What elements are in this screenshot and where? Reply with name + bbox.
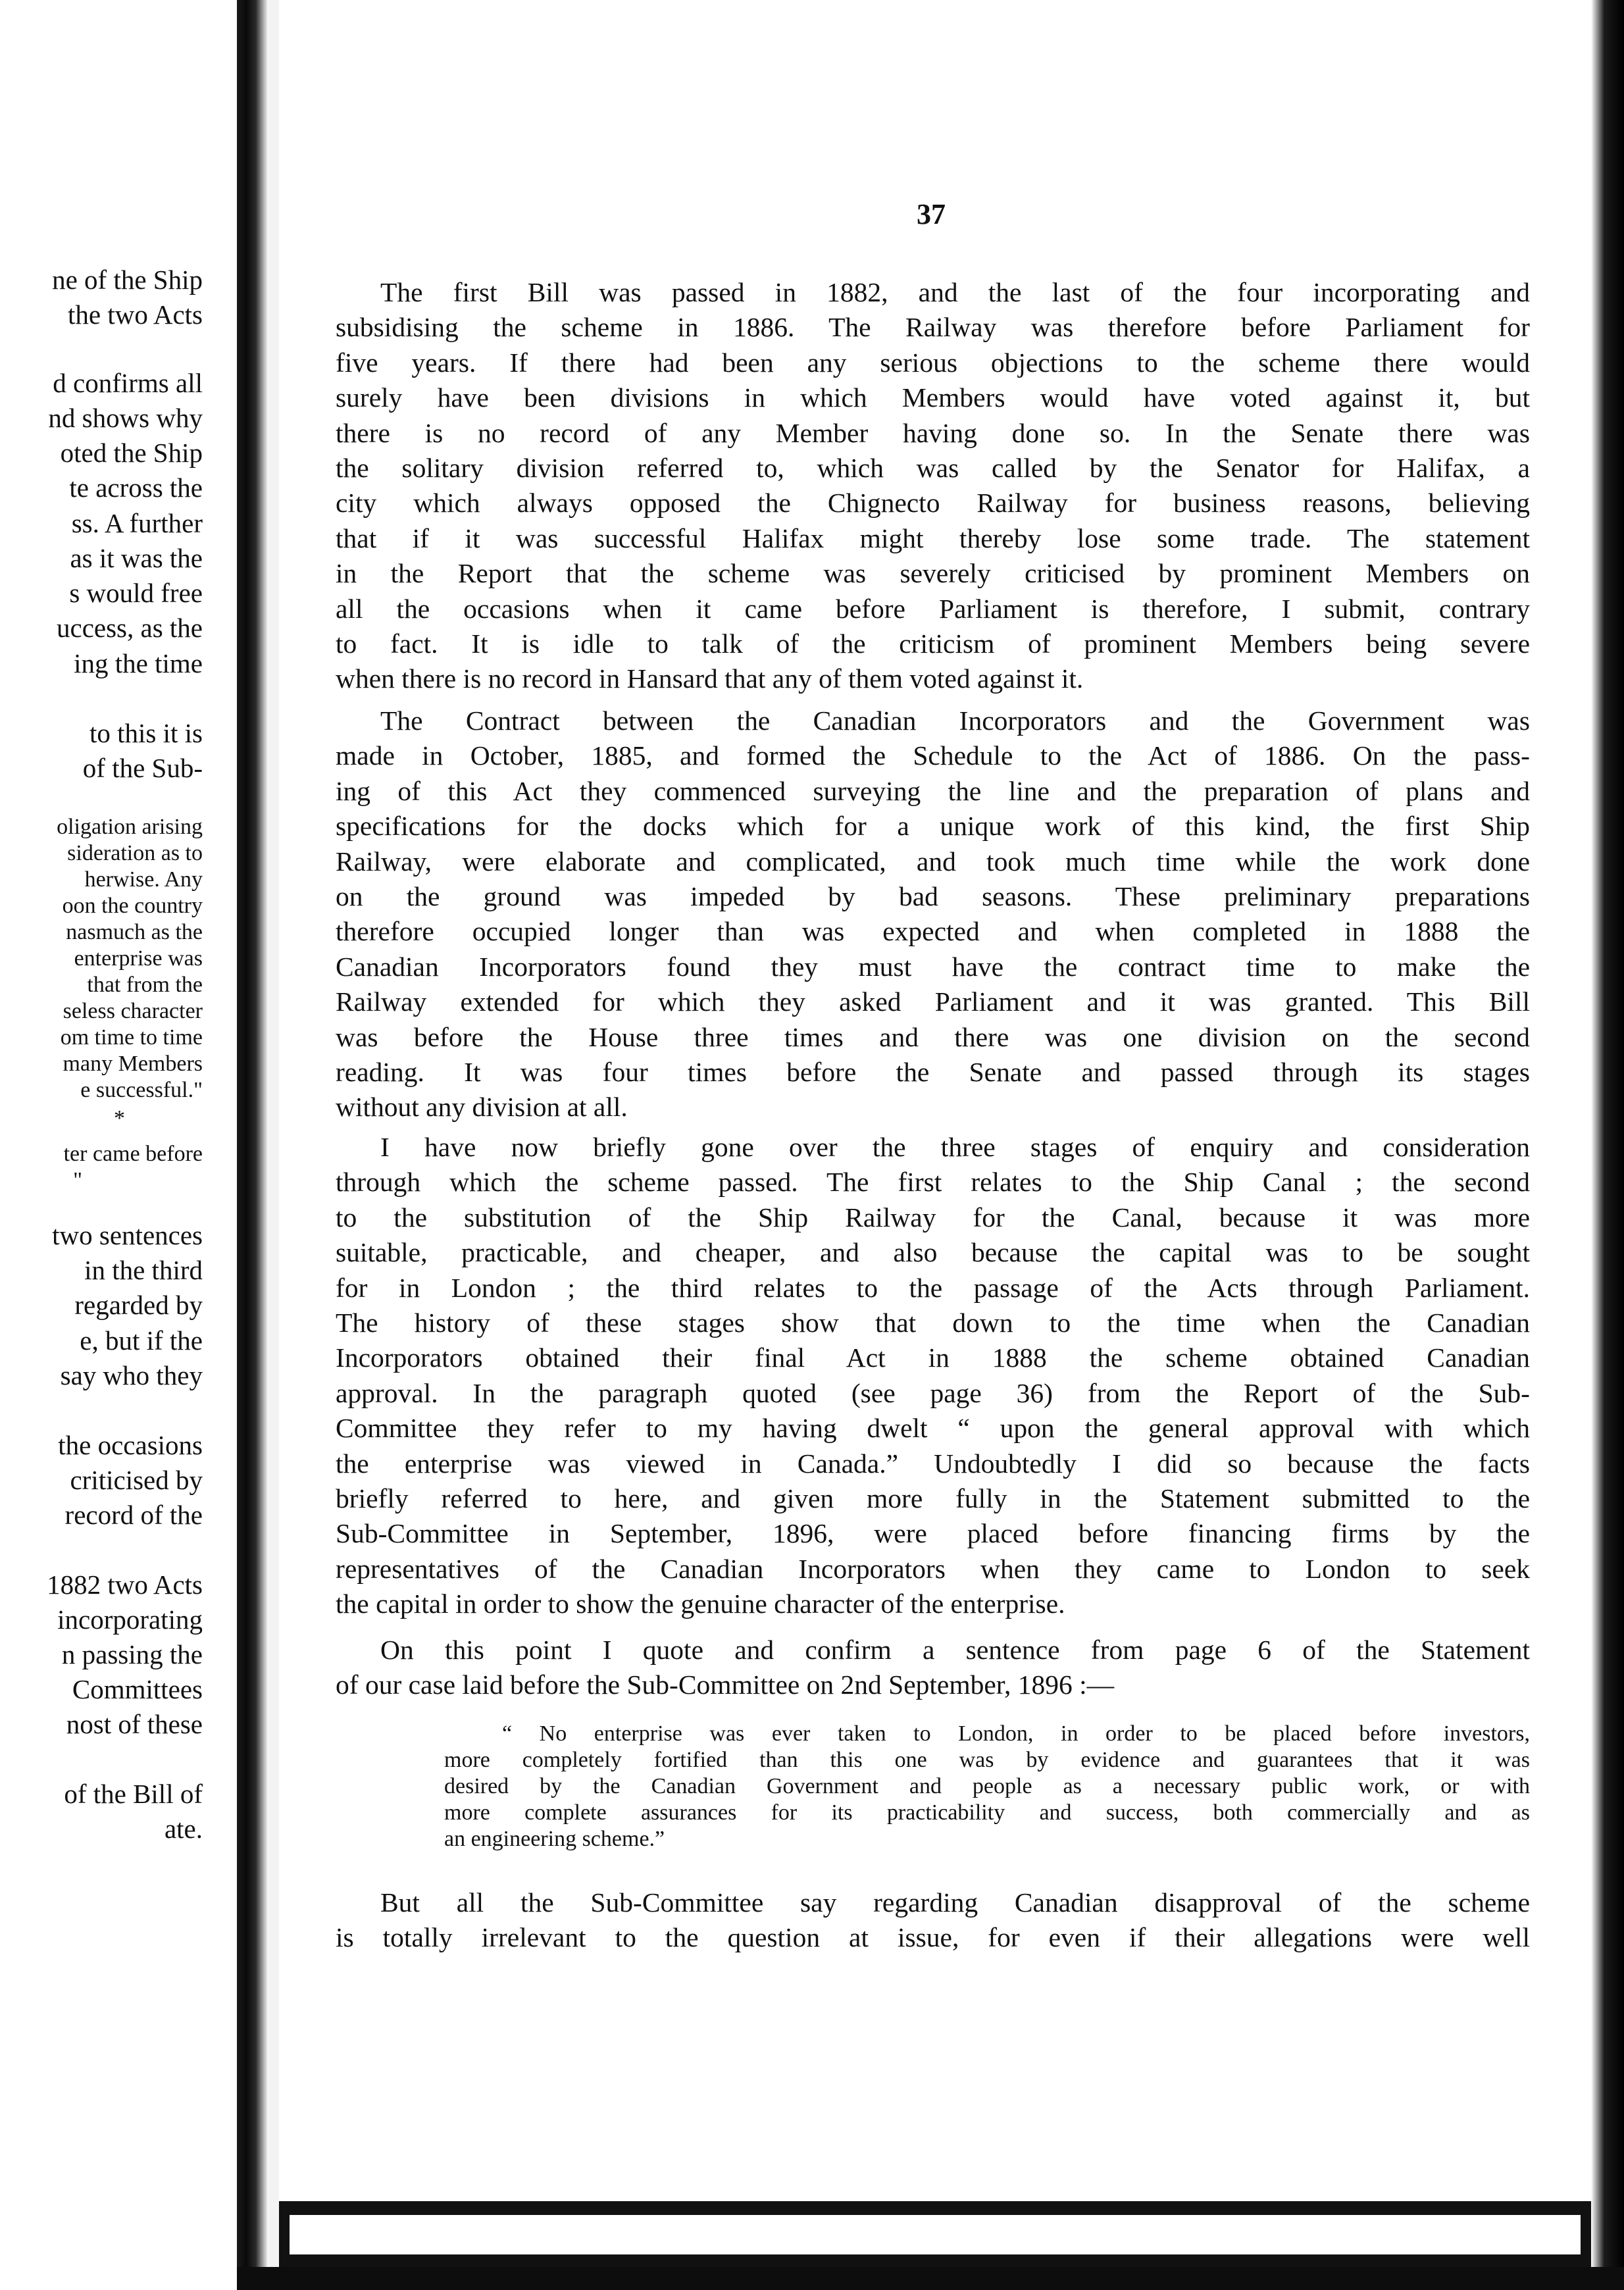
left-page-line: nasmuch as the <box>66 920 203 944</box>
left-page-line: say who they <box>60 1360 203 1390</box>
text-line: for in London ; the third relates to the passage of the Acts through Parliament. <box>336 1272 1530 1303</box>
left-page-line: herwise. Any <box>84 867 203 892</box>
text-line: therefore occupied longer than was expected and when completed in 1888 the <box>336 916 1530 947</box>
text-line: subsidising the scheme in 1886. The Railway was therefore before Parliament for <box>336 312 1530 343</box>
text-line: when there is no record in Hansard that any of them voted against it. <box>336 663 1084 694</box>
text-line: representatives of the Canadian Incorporators when they came to London to seek <box>336 1553 1530 1584</box>
left-page-line: record of the <box>64 1500 203 1530</box>
left-page-line: many Members <box>63 1052 203 1076</box>
left-page-line: two sentences <box>52 1220 203 1250</box>
text-line: there is no record of any Member having done so. In the Senate there was <box>336 417 1530 448</box>
text-line: Incorporators obtained their final Act in 1888 the scheme obtained Canadian <box>336 1342 1530 1373</box>
left-page-line: ing the time <box>74 648 203 678</box>
left-page-line: ter came before <box>63 1142 203 1166</box>
text-line: was before the House three times and there was one division on the second <box>336 1021 1530 1052</box>
paragraph-2 <box>336 703 1530 1125</box>
left-page-line: s would free <box>69 578 203 608</box>
text-line: The Contract between the Canadian Incorporators and the Government was <box>380 705 1530 736</box>
text-line: in the Report that the scheme was severely criticised by prominent Members on <box>336 558 1530 589</box>
left-page-line: Committees <box>72 1674 203 1704</box>
left-page-line: sideration as to <box>67 841 203 865</box>
text-line: through which the scheme passed. The first relates to the Ship Canal ; the second <box>336 1167 1530 1198</box>
left-page-line: of the Sub- <box>82 753 203 783</box>
left-page-line: ate. <box>164 1814 203 1844</box>
left-page-line: ss. A further <box>71 508 203 538</box>
text-line: the solitary division referred to, which was called by the Senator for Halifax, a <box>336 452 1530 483</box>
quote-line: more completely fortified than this one was by evidence and guarantees that it was <box>444 1748 1530 1772</box>
text-line: Sub-Committee in September, 1896, were placed before financing firms by the <box>336 1518 1530 1549</box>
left-page-line: oligation arising <box>57 815 203 839</box>
gutter-shadow <box>268 0 279 2290</box>
left-page-line: to this it is <box>89 718 203 748</box>
left-page-line: that from the <box>87 973 203 997</box>
left-page-fragment <box>0 0 237 2290</box>
left-page-line: * <box>114 1106 125 1131</box>
left-page-line: te across the <box>69 472 203 503</box>
text-line: Committee they refer to my having dwelt “ upon the general approval with which <box>336 1413 1530 1444</box>
paragraph-4 <box>336 1633 1530 1703</box>
text-line: to fact. It is idle to talk of the criticism of prominent Members being severe <box>336 628 1530 659</box>
left-page-line: seless character <box>63 999 203 1023</box>
left-page-line: n passing the <box>61 1639 203 1669</box>
text-line: the enterprise was viewed in Canada.” Undoubtedly I did so because the facts <box>336 1448 1530 1479</box>
text-line: I have now briefly gone over the three stages of enquiry and consideration <box>380 1132 1530 1162</box>
left-page-line: enterprise was <box>74 946 203 971</box>
quote-line: an engineering scheme.” <box>444 1827 665 1851</box>
left-page-line: nost of these <box>66 1709 203 1739</box>
text-line: specifications for the docks which for a unique work of this kind, the first Ship <box>336 811 1530 842</box>
left-page-line: regarded by <box>74 1290 203 1320</box>
left-page-line: oon the country <box>62 894 203 918</box>
text-line: Canadian Incorporators found they must have the contract time to make the <box>336 951 1530 982</box>
left-page-line: criticised by <box>70 1465 203 1495</box>
bottom-scan-gap <box>290 2215 1581 2254</box>
text-line: the capital in order to show the genuine character of the enterprise. <box>336 1589 1065 1619</box>
paragraph-3 <box>336 1130 1530 1621</box>
left-page-line: nd shows why <box>48 403 203 433</box>
left-page-line: uccess, as the <box>57 613 203 643</box>
text-line: that if it was successful Halifax might thereby lose some trade. The statement <box>336 522 1530 553</box>
left-page-line: d confirms all <box>53 368 203 398</box>
left-page-line: as it was the <box>70 543 203 573</box>
text-line: all the occasions when it came before Parliament is therefore, I submit, contrary <box>336 593 1530 624</box>
page-edge <box>1591 0 1624 2290</box>
book-gutter <box>237 0 268 2290</box>
text-line: approval. In the paragraph quoted (see page 36) from the Report of the Sub- <box>336 1377 1530 1408</box>
quote-line: desired by the Canadian Government and people as a necessary public work, or with <box>444 1774 1530 1798</box>
text-line: ing of this Act they commenced surveying the line and the preparation of plans and <box>336 775 1530 806</box>
block-quote <box>444 1721 1530 1852</box>
text-line: five years. If there had been any serious objections to the scheme there would <box>336 347 1530 378</box>
left-page-line: the occasions <box>58 1430 203 1460</box>
text-line: But all the Sub-Committee say regarding Canadian disapproval of the scheme <box>380 1887 1530 1918</box>
left-page-line: incorporating <box>57 1604 203 1635</box>
text-line: Railway extended for which they asked Parliament and it was granted. This Bill <box>336 986 1530 1017</box>
left-page-line: in the third <box>84 1255 203 1285</box>
text-line: The first Bill was passed in 1882, and the last of the four incorporating and <box>380 277 1530 307</box>
text-line: made in October, 1885, and formed the Schedule to the Act of 1886. On the pass- <box>336 740 1530 771</box>
left-page-line: e successful." <box>80 1078 203 1102</box>
text-line: without any division at all. <box>336 1092 628 1123</box>
left-page-line: om time to time <box>60 1025 203 1050</box>
text-line: city which always opposed the Chignecto Railway for business reasons, believing <box>336 488 1530 519</box>
text-line: briefly referred to here, and given more fully in the Statement submitted to the <box>336 1483 1530 1514</box>
text-line: On this point I quote and confirm a sentence from page 6 of the Statement <box>380 1635 1530 1665</box>
left-page-line: ne of the Ship <box>52 265 203 295</box>
left-page-line: the two Acts <box>68 299 203 330</box>
text-line: is totally irrelevant to the question at issue, for even if their allegations were well <box>336 1922 1530 1953</box>
left-page-line: " <box>73 1168 82 1192</box>
text-line: on the ground was impeded by bad seasons. These preliminary preparations <box>336 880 1530 911</box>
text-line: Railway, were elaborate and complicated, and took much time while the work done <box>336 846 1530 877</box>
text-line: reading. It was four times before the Senate and passed through its stages <box>336 1056 1530 1087</box>
text-line: surely have been divisions in which Members would have voted against it, but <box>336 382 1530 413</box>
paragraph-5 <box>336 1885 1530 1956</box>
bottom-scan-base <box>237 2267 1624 2290</box>
quote-line: more complete assurances for its practicability and success, both commercially and as <box>444 1800 1530 1825</box>
left-page-line: oted the Ship <box>60 438 203 468</box>
text-line: of our case laid before the Sub-Committee on 2nd September, 1896 :— <box>336 1669 1115 1700</box>
paragraph-1 <box>336 275 1530 697</box>
quote-line: “ No enterprise was ever taken to London, in order to be placed before investors, <box>502 1721 1530 1746</box>
left-page-line: e, but if the <box>80 1325 203 1356</box>
text-line: suitable, practicable, and cheaper, and also because the capital was to be sought <box>336 1237 1530 1268</box>
text-line: to the substitution of the Ship Railway for the Canal, because it was more <box>336 1202 1530 1233</box>
page-number: 37 <box>917 198 946 230</box>
text-line: The history of these stages show that down to the time when the Canadian <box>336 1307 1530 1338</box>
left-page-line: of the Bill of <box>64 1779 203 1809</box>
left-page-line: 1882 two Acts <box>47 1569 203 1600</box>
